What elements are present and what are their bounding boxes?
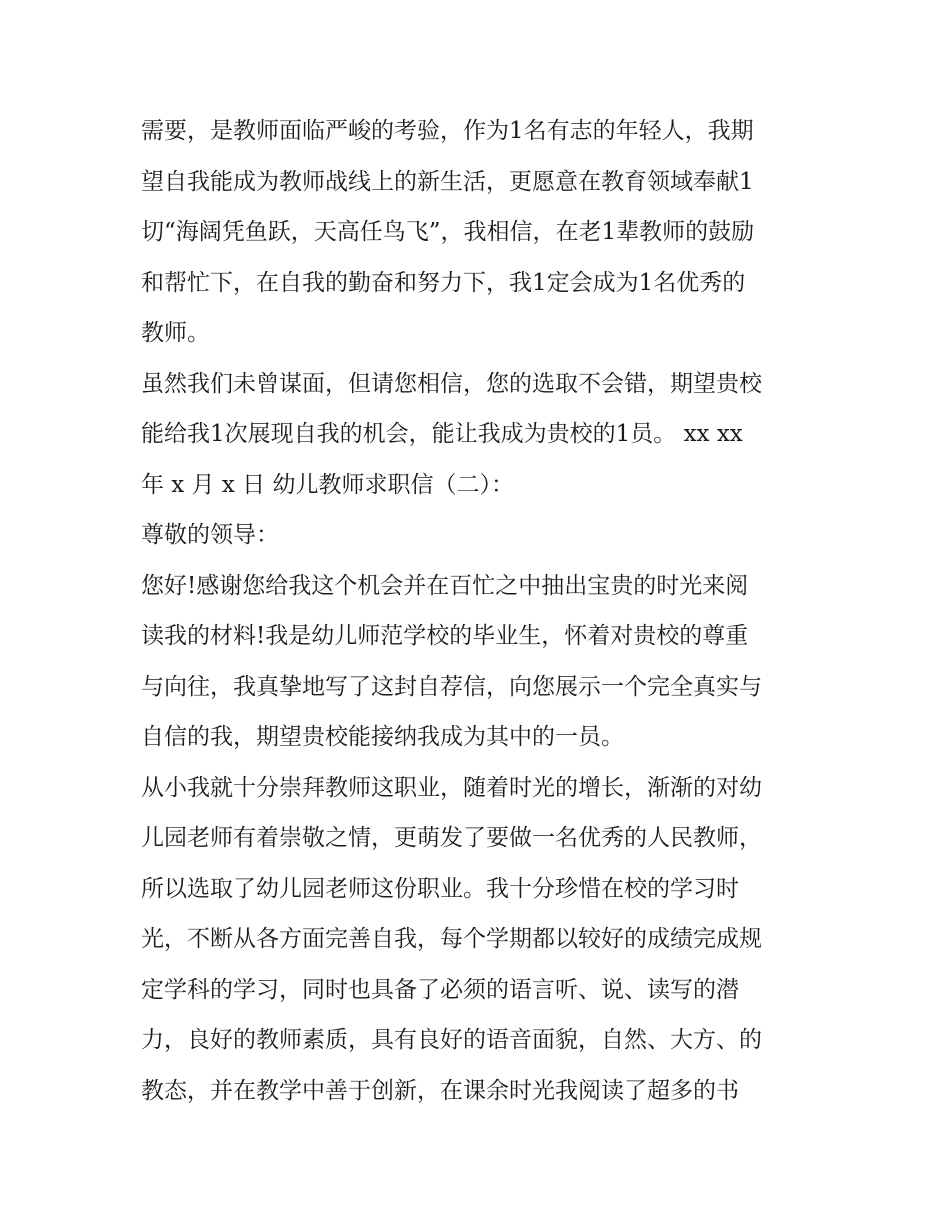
- text-line: 能给我1次展现自我的机会，能让我成为贵校的1员。 xx xx: [141, 421, 743, 447]
- text-line: 自信的我，期望贵校能接纳我成为其中的一员。: [141, 724, 624, 750]
- text-line: 从小我就十分崇拜教师这职业，随着时光的增长，渐渐的对幼: [141, 774, 762, 801]
- text-line: 虽然我们未曾谋面，但请您相信，您的选取不会错，期望贵校: [141, 370, 762, 397]
- text-line: 力，良好的教师素质，具有良好的语音面貌，自然、大方、的: [141, 1027, 762, 1053]
- text-line: 您好!感谢您给我这个机会并在百忙之中抽出宝贵的时光来阅: [141, 572, 749, 599]
- text-line: 所以选取了幼儿园老师这份职业。我十分珍惜在校的学习时: [141, 875, 739, 902]
- text-line: 光，不断从各方面完善自我，每个学期都以较好的成绩完成规: [141, 926, 762, 952]
- text-line: 教态，并在教学中善于创新，在课余时光我阅读了超多的书: [141, 1077, 739, 1104]
- text-line: 望自我能成为教师战线上的新生活，更愿意在教育领域奉献1: [141, 168, 754, 195]
- text-line: 和帮忙下，在自我的勤奋和努力下，我1定会成为1名优秀的: [141, 269, 746, 296]
- text-line: 年 x 月 x 日 幼儿教师求职信（二）：: [141, 471, 514, 498]
- text-line: 与向往，我真挚地写了这封自荐信，向您展示一个完全真实与: [141, 673, 762, 700]
- text-line: 切“海阔凭鱼跃，天高任鸟飞”，我相信，在老1辈教师的鼓励: [141, 219, 755, 245]
- text-line: 尊敬的领导：: [141, 522, 279, 548]
- document-body: [141, 106, 831, 1116]
- text-line: 读我的材料!我是幼儿师范学校的毕业生，怀着对贵校的尊重: [141, 623, 749, 649]
- text-line: 教师。: [141, 320, 210, 346]
- text-line: 需要，是教师面临严峻的考验，作为1名有志的年轻人，我期: [141, 118, 754, 144]
- text-line: 儿园老师有着崇敬之情，更萌发了要做一名优秀的人民教师，: [141, 825, 762, 851]
- text-line: 定学科的学习，同时也具备了必须的语言听、说、读写的潜: [141, 976, 739, 1003]
